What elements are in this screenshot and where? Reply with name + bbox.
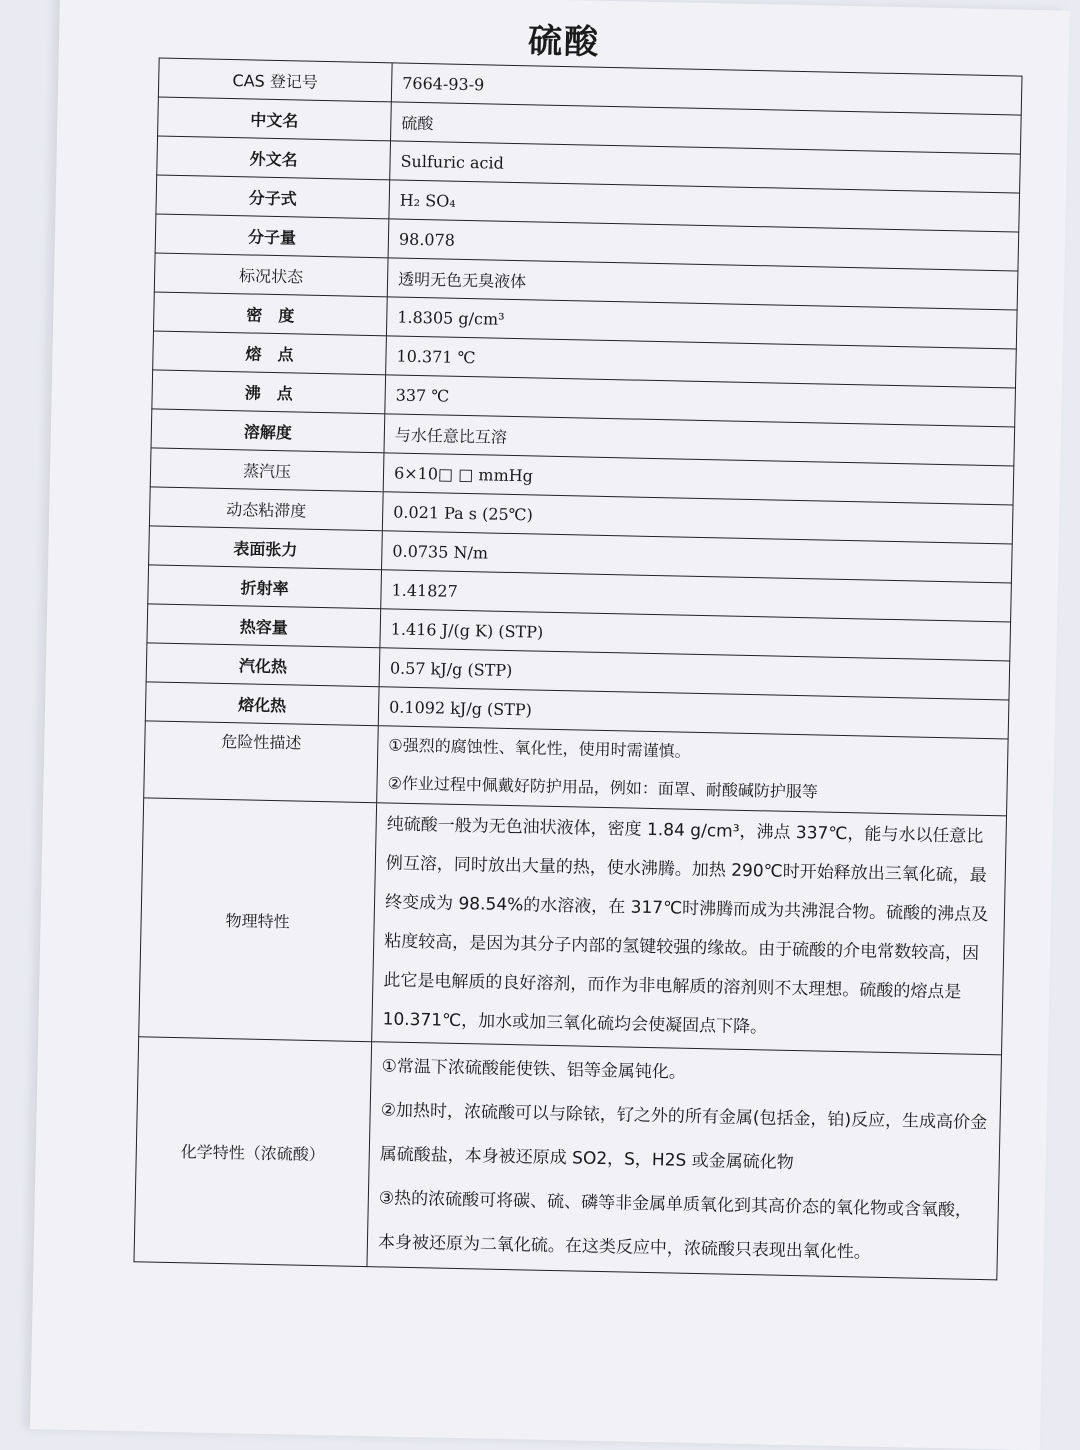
property-value: 与水任意比互溶: [384, 414, 1015, 466]
chemical-line: ②加热时，浓硫酸可以与除铱，钌之外的所有金属(包括金，铂)反应，生成高价金属硫酸盐，本身被还原成 SO2，S，H2S 或金属硫化物: [379, 1100, 988, 1174]
page-title: 硫酸: [527, 21, 601, 63]
property-value: 10.371 ℃: [386, 336, 1017, 388]
property-label: 蒸汽压: [150, 448, 384, 492]
property-label: 中文名: [158, 97, 392, 141]
property-value: Sulfuric acid: [390, 141, 1021, 193]
hazard-description: [377, 726, 1008, 816]
property-value: 0.021 Pa s (25℃): [382, 492, 1013, 544]
property-label: CAS 登记号: [158, 58, 392, 102]
chemical-row: [134, 1037, 1002, 1280]
physical-description: 纯硫酸一般为无色油状液体，密度 1.84 g/cm³，沸点 337℃，能与水以任意比例互溶，同时放出大量的热，使水沸腾。加热 290℃时开始释放出三氧化硫，最终变成为 98.54%的水溶液，在 317℃时沸腾而成为共沸混合物。硫酸的沸点及粘度较高，是因为其分子内部的氢键较强的缘故。由于硫酸的介电常数较高，因此它是电解质的良好溶剂，而作为非电解质的溶剂则不太理想。硫酸的熔点是 10.371℃，加水或加三氧化硫均会使凝固点下降。: [372, 803, 1007, 1055]
property-label: 表面张力: [149, 526, 383, 570]
property-label: 折射率: [148, 565, 382, 609]
property-label: 沸 点: [152, 370, 386, 414]
hazard-label: 危险性描述: [144, 721, 379, 803]
property-label: 熔 点: [153, 331, 387, 375]
property-value: 0.57 kJ/g (STP): [379, 648, 1010, 700]
chemical-description: [367, 1042, 1002, 1280]
property-value: 1.41827: [381, 570, 1012, 622]
property-value: 6×10□ □ mmHg: [383, 453, 1014, 505]
property-value: 透明无色无臭液体: [387, 258, 1018, 310]
chemical-line: ①常温下浓硫酸能使铁、铝等金属钝化。: [381, 1056, 687, 1083]
property-label: 熔化热: [145, 682, 379, 726]
property-label: 密 度: [153, 292, 387, 336]
property-label: 分子式: [156, 175, 390, 219]
property-label: 汽化热: [146, 643, 380, 687]
property-value: H₂ SO₄: [389, 180, 1020, 232]
chemical-line: ③热的浓硫酸可将碳、硫、磷等非金属单质氧化到其高价态的氧化物或含氧酸，本身被还原为二氧化硫。在这类反应中，浓硫酸只表现出氧化性。: [377, 1188, 973, 1263]
chemical-label: 化学特性（浓硫酸）: [134, 1037, 372, 1267]
hazard-line: ②作业过程中佩戴好防护用品，例如：面罩、耐酸碱防护服等: [387, 773, 819, 802]
property-label: 动态粘滞度: [149, 487, 383, 531]
property-value: 98.078: [388, 219, 1019, 271]
property-value: 0.1092 kJ/g (STP): [378, 687, 1009, 739]
property-label: 分子量: [155, 214, 389, 258]
hazard-line: ①强烈的腐蚀性、氧化性，使用时需谨慎。: [388, 735, 691, 761]
property-value: 1.416 J/(g K) (STP): [380, 609, 1011, 661]
property-label: 热容量: [147, 604, 381, 648]
property-value: 337 ℃: [385, 375, 1016, 427]
property-value: 7664-93-9: [391, 63, 1022, 115]
physical-row: [139, 798, 1007, 1055]
property-label: 标况状态: [154, 253, 388, 297]
document-page: [30, 0, 1070, 1450]
property-label: 外文名: [157, 136, 391, 180]
property-label: 溶解度: [151, 409, 385, 453]
property-value: 硫酸: [391, 102, 1022, 154]
property-table: [133, 58, 1022, 1281]
property-value: 0.0735 N/m: [382, 531, 1013, 583]
physical-label: 物理特性: [139, 798, 377, 1042]
property-value: 1.8305 g/cm³: [386, 297, 1017, 349]
